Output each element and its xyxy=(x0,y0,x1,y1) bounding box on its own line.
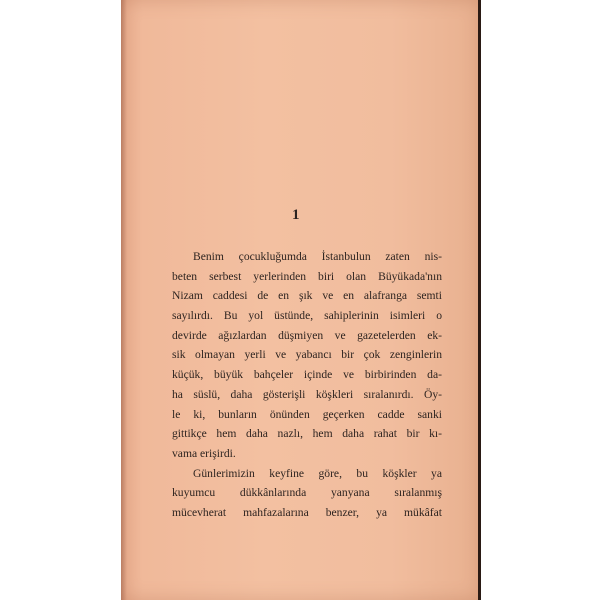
page-body-text xyxy=(172,247,442,523)
chapter-number: 1 xyxy=(292,207,300,223)
text-line: Günlerimizin keyfine göre, bu köşkler ya xyxy=(193,466,442,480)
text-line: kuyumcu dükkânlarında yanyana sıralanmış xyxy=(172,486,442,500)
text-line: Nizam caddesi de en şık ve en alafranga semti xyxy=(172,289,442,303)
text-line: sik olmayan yerli ve yabancı bir çok zenginlerin xyxy=(172,348,442,362)
text-line: beten serbest yerlerinden biri olan Büyükada'nın xyxy=(172,269,442,283)
text-line: küçük, büyük bahçeler içinde ve birbirinden da- xyxy=(172,368,442,382)
text-line: sayılırdı. Bu yol üstünde, sahiplerinin isimleri o xyxy=(172,309,442,323)
book-page xyxy=(121,0,481,600)
text-line: Benim çocukluğumda İstanbulun zaten nis- xyxy=(193,250,442,263)
text-line: vama erişirdi. xyxy=(172,446,236,460)
text-line: devirde ağızlardan düşmiyen ve gazetelerden ek- xyxy=(172,328,442,342)
text-line: gittikçe hem daha nazlı, hem daha rahat bir kı- xyxy=(172,427,442,441)
text-line: ha süslü, daha gösterişli köşkleri sıralanırdı. Öy- xyxy=(172,387,442,401)
text-line: mücevherat mahfazalarına benzer, ya mükâfat xyxy=(172,505,442,519)
text-line: le ki, bunların önünden geçerken cadde sanki xyxy=(172,407,442,421)
